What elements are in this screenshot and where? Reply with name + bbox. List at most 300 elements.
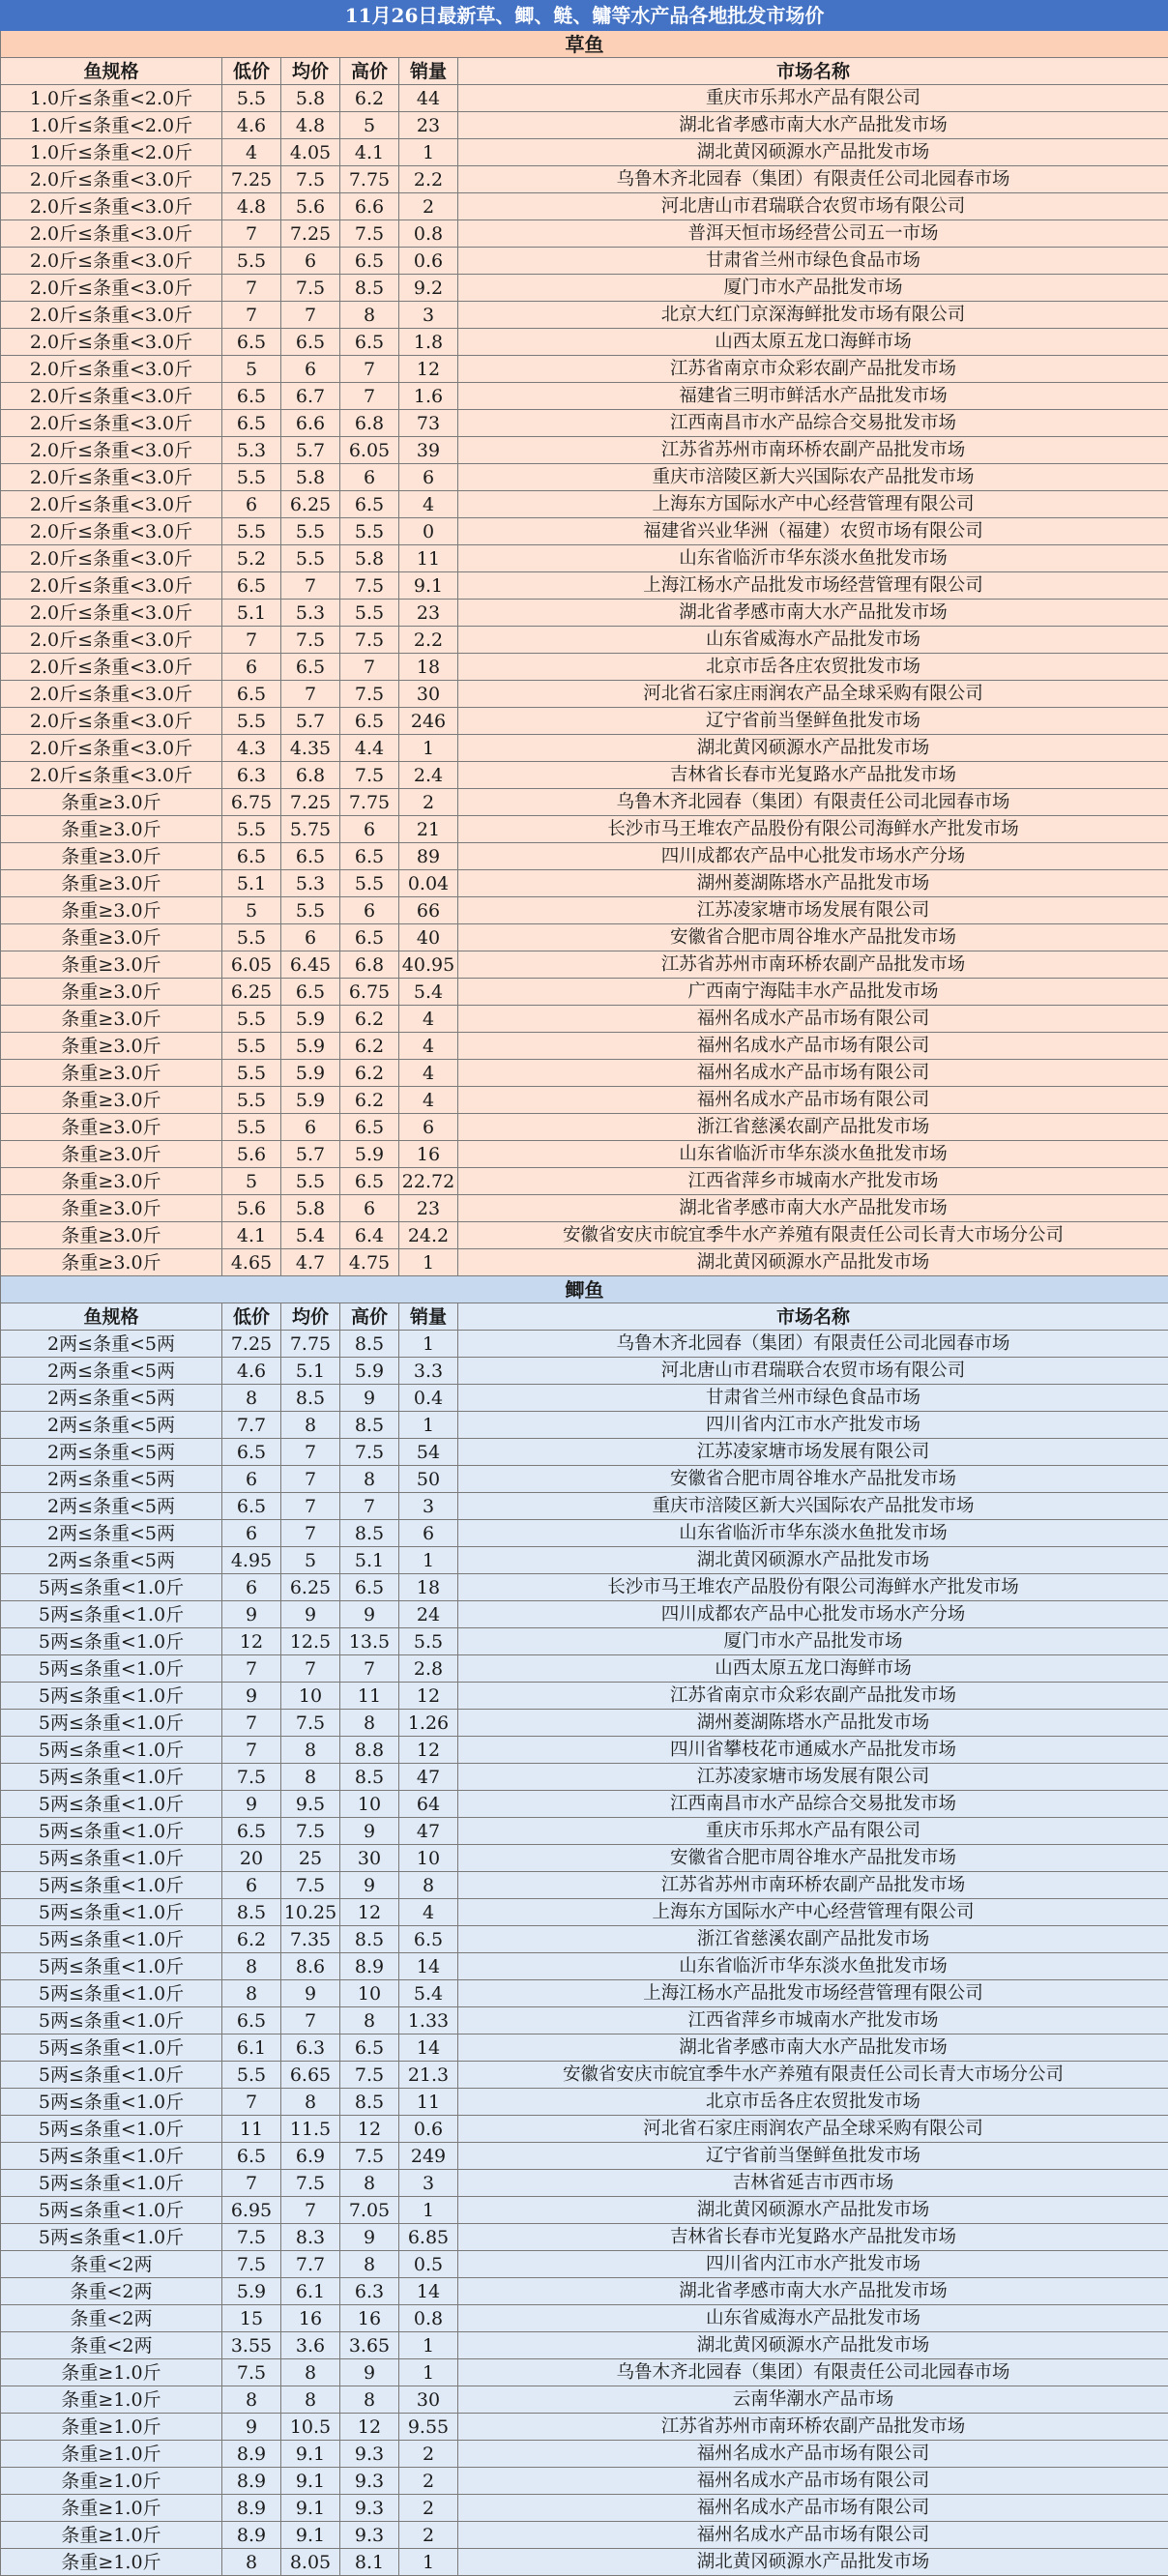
low-price-cell: 6	[222, 654, 281, 681]
low-price-cell: 4.8	[222, 193, 281, 220]
volume-cell: 2.2	[399, 627, 458, 654]
low-price-cell: 7	[222, 302, 281, 329]
market-name-cell: 湖北省孝感市南大水产品批发市场	[458, 1195, 1168, 1222]
market-name-cell: 湖北黄冈硕源水产品批发市场	[458, 139, 1168, 166]
volume-cell: 0.8	[399, 2305, 458, 2332]
market-name-cell: 湖北黄冈硕源水产品批发市场	[458, 2332, 1168, 2359]
fish-spec-cell: 2.0斤≤条重<3.0斤	[1, 383, 222, 410]
fish-spec-cell: 2.0斤≤条重<3.0斤	[1, 600, 222, 627]
fish-spec-cell: 5两≤条重<1.0斤	[1, 2170, 222, 2197]
fish-spec-cell: 2.0斤≤条重<3.0斤	[1, 410, 222, 437]
avg-price-cell: 5.7	[281, 1141, 340, 1168]
high-price-cell: 6.4	[340, 1222, 399, 1249]
low-price-cell: 5.5	[222, 708, 281, 735]
fish-spec-cell: 5两≤条重<1.0斤	[1, 1899, 222, 1926]
high-price-cell: 8.8	[340, 1737, 399, 1764]
market-name-cell: 山东省临沂市华东淡水鱼批发市场	[458, 1953, 1168, 1980]
high-price-cell: 7	[340, 356, 399, 383]
volume-cell: 23	[399, 600, 458, 627]
fish-spec-cell: 2.0斤≤条重<3.0斤	[1, 275, 222, 302]
avg-price-cell: 7.35	[281, 1926, 340, 1953]
market-name-cell: 上海东方国际水产中心经营管理有限公司	[458, 491, 1168, 518]
high-price-cell: 8.5	[340, 1520, 399, 1547]
fish-spec-cell: 5两≤条重<1.0斤	[1, 1655, 222, 1683]
low-price-cell: 6.5	[222, 329, 281, 356]
high-price-cell: 6.2	[340, 1060, 399, 1087]
market-name-cell: 普洱天恒市场经营公司五一市场	[458, 220, 1168, 248]
volume-cell: 23	[399, 1195, 458, 1222]
avg-price-cell: 7.5	[281, 1872, 340, 1899]
high-price-cell: 6	[340, 816, 399, 843]
low-price-cell: 4	[222, 139, 281, 166]
avg-price-cell: 4.35	[281, 735, 340, 762]
low-price-cell: 6.5	[222, 843, 281, 870]
volume-cell: 3	[399, 1493, 458, 1520]
avg-price-cell: 6.25	[281, 491, 340, 518]
table-row	[1, 1033, 1168, 1060]
low-price-cell: 4.65	[222, 1249, 281, 1276]
volume-cell: 1	[399, 2359, 458, 2386]
volume-cell: 47	[399, 1764, 458, 1791]
low-price-cell: 5.5	[222, 1033, 281, 1060]
high-price-cell: 9	[340, 1818, 399, 1845]
low-price-cell: 6.5	[222, 2143, 281, 2170]
avg-price-cell: 6.1	[281, 2278, 340, 2305]
fish-spec-cell: 2.0斤≤条重<3.0斤	[1, 193, 222, 220]
table-row	[1, 1222, 1168, 1249]
market-name-cell: 四川成都农产品中心批发市场水产分场	[458, 1601, 1168, 1628]
low-price-cell: 9	[222, 1683, 281, 1710]
avg-price-cell: 9.1	[281, 2495, 340, 2522]
low-price-cell: 8	[222, 1953, 281, 1980]
fish-spec-cell: 2两≤条重<5两	[1, 1439, 222, 1466]
avg-price-cell: 4.8	[281, 112, 340, 139]
avg-price-cell: 8	[281, 1764, 340, 1791]
market-name-cell: 江苏省苏州市南环桥农副产品批发市场	[458, 951, 1168, 979]
fish-spec-cell: 条重≥3.0斤	[1, 1141, 222, 1168]
avg-price-cell: 7	[281, 1493, 340, 1520]
table-row	[1, 1845, 1168, 1872]
low-price-cell: 5	[222, 897, 281, 924]
avg-price-cell: 7.75	[281, 1331, 340, 1358]
high-price-cell: 6.2	[340, 85, 399, 112]
avg-price-cell: 7	[281, 1466, 340, 1493]
low-price-cell: 5.5	[222, 2062, 281, 2089]
fish-spec-cell: 条重<2两	[1, 2332, 222, 2359]
column-header-avg: 均价	[281, 58, 340, 85]
fish-spec-cell: 2.0斤≤条重<3.0斤	[1, 572, 222, 600]
fish-spec-cell: 条重≥3.0斤	[1, 1195, 222, 1222]
high-price-cell: 9.3	[340, 2522, 399, 2549]
market-name-cell: 浙江省慈溪农副产品批发市场	[458, 1926, 1168, 1953]
avg-price-cell: 9	[281, 1980, 340, 2007]
volume-cell: 6.85	[399, 2224, 458, 2251]
low-price-cell: 15	[222, 2305, 281, 2332]
market-name-cell: 四川省内江市水产批发市场	[458, 2251, 1168, 2278]
table-row	[1, 1818, 1168, 1845]
low-price-cell: 4.1	[222, 1222, 281, 1249]
table-row	[1, 1331, 1168, 1358]
low-price-cell: 7.25	[222, 1331, 281, 1358]
high-price-cell: 8	[340, 1710, 399, 1737]
table-row	[1, 85, 1168, 112]
high-price-cell: 4.4	[340, 735, 399, 762]
fish-spec-cell: 5两≤条重<1.0斤	[1, 1628, 222, 1655]
market-name-cell: 重庆市乐邦水产品有限公司	[458, 1818, 1168, 1845]
high-price-cell: 6.2	[340, 1087, 399, 1114]
table-row	[1, 2305, 1168, 2332]
market-name-cell: 福州名成水产品市场有限公司	[458, 2468, 1168, 2495]
low-price-cell: 7	[222, 627, 281, 654]
high-price-cell: 6.5	[340, 924, 399, 951]
avg-price-cell: 8.05	[281, 2549, 340, 2576]
volume-cell: 21.3	[399, 2062, 458, 2089]
volume-cell: 0.8	[399, 220, 458, 248]
fish-spec-cell: 2.0斤≤条重<3.0斤	[1, 166, 222, 193]
low-price-cell: 7	[222, 2170, 281, 2197]
high-price-cell: 5.5	[340, 600, 399, 627]
avg-price-cell: 6	[281, 924, 340, 951]
volume-cell: 0	[399, 518, 458, 545]
table-row	[1, 2062, 1168, 2089]
market-name-cell: 山东省临沂市华东淡水鱼批发市场	[458, 1141, 1168, 1168]
column-header-low: 低价	[222, 58, 281, 85]
column-header-volume: 销量	[399, 58, 458, 85]
fish-spec-cell: 2两≤条重<5两	[1, 1466, 222, 1493]
high-price-cell: 4.75	[340, 1249, 399, 1276]
market-name-cell: 安徽省安庆市皖宜季牛水产养殖有限责任公司长青大市场分公司	[458, 2062, 1168, 2089]
low-price-cell: 6.05	[222, 951, 281, 979]
high-price-cell: 5.9	[340, 1141, 399, 1168]
high-price-cell: 7.5	[340, 2062, 399, 2089]
market-name-cell: 福建省兴业华洲（福建）农贸市场有限公司	[458, 518, 1168, 545]
table-row	[1, 1710, 1168, 1737]
avg-price-cell: 7.25	[281, 220, 340, 248]
fish-spec-cell: 条重≥3.0斤	[1, 897, 222, 924]
volume-cell: 249	[399, 2143, 458, 2170]
high-price-cell: 6.2	[340, 1006, 399, 1033]
market-name-cell: 湖北黄冈硕源水产品批发市场	[458, 735, 1168, 762]
high-price-cell: 9.3	[340, 2495, 399, 2522]
market-name-cell: 安徽省合肥市周谷堆水产品批发市场	[458, 924, 1168, 951]
avg-price-cell: 7.5	[281, 166, 340, 193]
high-price-cell: 8.5	[340, 1764, 399, 1791]
table-row	[1, 1249, 1168, 1276]
volume-cell: 3	[399, 302, 458, 329]
high-price-cell: 5.1	[340, 1547, 399, 1574]
high-price-cell: 6	[340, 464, 399, 491]
fish-spec-cell: 5两≤条重<1.0斤	[1, 1872, 222, 1899]
volume-cell: 1	[399, 1547, 458, 1574]
fish-spec-cell: 2.0斤≤条重<3.0斤	[1, 437, 222, 464]
low-price-cell: 8.5	[222, 1899, 281, 1926]
market-name-cell: 北京市岳各庄农贸批发市场	[458, 2089, 1168, 2116]
low-price-cell: 9	[222, 1601, 281, 1628]
table-row	[1, 2143, 1168, 2170]
volume-cell: 12	[399, 1683, 458, 1710]
fish-spec-cell: 2.0斤≤条重<3.0斤	[1, 545, 222, 572]
volume-cell: 14	[399, 1953, 458, 1980]
high-price-cell: 6.8	[340, 951, 399, 979]
volume-cell: 10	[399, 1845, 458, 1872]
volume-cell: 5.4	[399, 979, 458, 1006]
market-name-cell: 江苏省苏州市南环桥农副产品批发市场	[458, 437, 1168, 464]
avg-price-cell: 6	[281, 1114, 340, 1141]
high-price-cell: 6.5	[340, 1574, 399, 1601]
table-row	[1, 329, 1168, 356]
fish-spec-cell: 条重≥3.0斤	[1, 979, 222, 1006]
high-price-cell: 11	[340, 1683, 399, 1710]
table-row	[1, 248, 1168, 275]
avg-price-cell: 10.5	[281, 2414, 340, 2441]
volume-cell: 89	[399, 843, 458, 870]
avg-price-cell: 8.6	[281, 1953, 340, 1980]
column-header-row	[1, 1303, 1168, 1331]
market-name-cell: 河北省石家庄雨润农产品全球采购有限公司	[458, 681, 1168, 708]
fish-spec-cell: 条重≥1.0斤	[1, 2549, 222, 2576]
fish-spec-cell: 2.0斤≤条重<3.0斤	[1, 708, 222, 735]
volume-cell: 40	[399, 924, 458, 951]
market-name-cell: 湖北省孝感市南大水产品批发市场	[458, 2278, 1168, 2305]
high-price-cell: 6.5	[340, 2034, 399, 2062]
fish-spec-cell: 条重≥3.0斤	[1, 1114, 222, 1141]
avg-price-cell: 10	[281, 1683, 340, 1710]
fish-spec-cell: 5两≤条重<1.0斤	[1, 1953, 222, 1980]
table-row	[1, 2007, 1168, 2034]
fish-spec-cell: 条重≥3.0斤	[1, 924, 222, 951]
volume-cell: 246	[399, 708, 458, 735]
low-price-cell: 4.95	[222, 1547, 281, 1574]
high-price-cell: 8.5	[340, 1331, 399, 1358]
table-row	[1, 2034, 1168, 2062]
market-name-cell: 湖州菱湖陈塔水产品批发市场	[458, 870, 1168, 897]
fish-spec-cell: 2.0斤≤条重<3.0斤	[1, 762, 222, 789]
low-price-cell: 4.6	[222, 1358, 281, 1385]
market-name-cell: 福建省三明市鲜活水产品批发市场	[458, 383, 1168, 410]
volume-cell: 4	[399, 1087, 458, 1114]
title-row	[1, 1, 1168, 31]
avg-price-cell: 6.65	[281, 2062, 340, 2089]
avg-price-cell: 8.3	[281, 2224, 340, 2251]
high-price-cell: 7.5	[340, 572, 399, 600]
table-row	[1, 870, 1168, 897]
fish-spec-cell: 2.0斤≤条重<3.0斤	[1, 356, 222, 383]
volume-cell: 1	[399, 2332, 458, 2359]
fish-spec-cell: 5两≤条重<1.0斤	[1, 1980, 222, 2007]
avg-price-cell: 5.5	[281, 1168, 340, 1195]
market-name-cell: 辽宁省前当堡鲜鱼批发市场	[458, 2143, 1168, 2170]
low-price-cell: 6.5	[222, 383, 281, 410]
volume-cell: 1.6	[399, 383, 458, 410]
avg-price-cell: 25	[281, 1845, 340, 1872]
low-price-cell: 6	[222, 491, 281, 518]
avg-price-cell: 5.8	[281, 1195, 340, 1222]
low-price-cell: 6.75	[222, 789, 281, 816]
avg-price-cell: 7.5	[281, 275, 340, 302]
fish-spec-cell: 5两≤条重<1.0斤	[1, 1791, 222, 1818]
market-name-cell: 江苏省苏州市南环桥农副产品批发市场	[458, 1872, 1168, 1899]
volume-cell: 73	[399, 410, 458, 437]
volume-cell: 4	[399, 1060, 458, 1087]
table-row	[1, 951, 1168, 979]
high-price-cell: 6.5	[340, 248, 399, 275]
low-price-cell: 7.5	[222, 1764, 281, 1791]
market-name-cell: 厦门市水产品批发市场	[458, 1628, 1168, 1655]
table-row	[1, 1114, 1168, 1141]
low-price-cell: 5.5	[222, 924, 281, 951]
table-row	[1, 2386, 1168, 2414]
high-price-cell: 5.5	[340, 870, 399, 897]
volume-cell: 1	[399, 139, 458, 166]
avg-price-cell: 7	[281, 1520, 340, 1547]
table-row	[1, 627, 1168, 654]
fish-spec-cell: 5两≤条重<1.0斤	[1, 2062, 222, 2089]
high-price-cell: 6.5	[340, 491, 399, 518]
low-price-cell: 5.9	[222, 2278, 281, 2305]
volume-cell: 66	[399, 897, 458, 924]
avg-price-cell: 4.05	[281, 139, 340, 166]
table-row	[1, 2197, 1168, 2224]
market-name-cell: 福州名成水产品市场有限公司	[458, 2522, 1168, 2549]
volume-cell: 4	[399, 1899, 458, 1926]
market-name-cell: 吉林省延吉市西市场	[458, 2170, 1168, 2197]
table-row	[1, 410, 1168, 437]
fish-spec-cell: 2两≤条重<5两	[1, 1520, 222, 1547]
table-row	[1, 2251, 1168, 2278]
avg-price-cell: 6	[281, 356, 340, 383]
avg-price-cell: 7	[281, 572, 340, 600]
table-row	[1, 545, 1168, 572]
market-name-cell: 湖北黄冈硕源水产品批发市场	[458, 2197, 1168, 2224]
avg-price-cell: 5.6	[281, 193, 340, 220]
volume-cell: 14	[399, 2278, 458, 2305]
table-row	[1, 139, 1168, 166]
avg-price-cell: 5.9	[281, 1060, 340, 1087]
volume-cell: 0.4	[399, 1385, 458, 1412]
avg-price-cell: 9.1	[281, 2468, 340, 2495]
volume-cell: 14	[399, 2034, 458, 2062]
fish-spec-cell: 2两≤条重<5两	[1, 1547, 222, 1574]
table-row	[1, 2549, 1168, 2576]
avg-price-cell: 6.5	[281, 654, 340, 681]
fish-spec-cell: 5两≤条重<1.0斤	[1, 2224, 222, 2251]
low-price-cell: 7.25	[222, 166, 281, 193]
market-name-cell: 福州名成水产品市场有限公司	[458, 2441, 1168, 2468]
high-price-cell: 12	[340, 2414, 399, 2441]
market-name-cell: 云南华潮水产品市场	[458, 2386, 1168, 2414]
grass-carp-section	[1, 31, 1168, 1276]
table-row	[1, 275, 1168, 302]
volume-cell: 1	[399, 735, 458, 762]
section-header-row	[1, 31, 1168, 58]
high-price-cell: 7	[340, 1493, 399, 1520]
market-name-cell: 河北唐山市君瑞联合农贸市场有限公司	[458, 1358, 1168, 1385]
market-name-cell: 湖北黄冈硕源水产品批发市场	[458, 1547, 1168, 1574]
high-price-cell: 6.05	[340, 437, 399, 464]
volume-cell: 1	[399, 1331, 458, 1358]
high-price-cell: 7	[340, 654, 399, 681]
table-row	[1, 1872, 1168, 1899]
fish-spec-cell: 5两≤条重<1.0斤	[1, 2089, 222, 2116]
market-name-cell: 四川省内江市水产批发市场	[458, 1412, 1168, 1439]
high-price-cell: 6.75	[340, 979, 399, 1006]
market-name-cell: 吉林省长春市光复路水产品批发市场	[458, 762, 1168, 789]
low-price-cell: 5.2	[222, 545, 281, 572]
avg-price-cell: 6	[281, 248, 340, 275]
high-price-cell: 6.3	[340, 2278, 399, 2305]
high-price-cell: 8.5	[340, 2089, 399, 2116]
low-price-cell: 7	[222, 2089, 281, 2116]
low-price-cell: 9	[222, 1791, 281, 1818]
table-row	[1, 1195, 1168, 1222]
market-name-cell: 四川成都农产品中心批发市场水产分场	[458, 843, 1168, 870]
fish-spec-cell: 5两≤条重<1.0斤	[1, 2143, 222, 2170]
volume-cell: 18	[399, 654, 458, 681]
volume-cell: 30	[399, 681, 458, 708]
market-name-cell: 湖北省孝感市南大水产品批发市场	[458, 112, 1168, 139]
volume-cell: 1.33	[399, 2007, 458, 2034]
market-name-cell: 北京大红门京深海鲜批发市场有限公司	[458, 302, 1168, 329]
avg-price-cell: 6.9	[281, 2143, 340, 2170]
high-price-cell: 8.1	[340, 2549, 399, 2576]
table-row	[1, 1737, 1168, 1764]
volume-cell: 1.8	[399, 329, 458, 356]
table-row	[1, 112, 1168, 139]
high-price-cell: 6.5	[340, 708, 399, 735]
market-name-cell: 江西南昌市水产品综合交易批发市场	[458, 1791, 1168, 1818]
fish-spec-cell: 2.0斤≤条重<3.0斤	[1, 681, 222, 708]
avg-price-cell: 6.5	[281, 329, 340, 356]
market-name-cell: 山西太原五龙口海鲜市场	[458, 1655, 1168, 1683]
fish-spec-cell: 2两≤条重<5两	[1, 1385, 222, 1412]
market-name-cell: 上海江杨水产品批发市场经营管理有限公司	[458, 1980, 1168, 2007]
low-price-cell: 7	[222, 1710, 281, 1737]
fish-spec-cell: 5两≤条重<1.0斤	[1, 2007, 222, 2034]
low-price-cell: 5.5	[222, 1114, 281, 1141]
avg-price-cell: 8.5	[281, 1385, 340, 1412]
low-price-cell: 8.9	[222, 2441, 281, 2468]
low-price-cell: 6	[222, 1520, 281, 1547]
table-row	[1, 2359, 1168, 2386]
volume-cell: 2	[399, 2441, 458, 2468]
volume-cell: 2	[399, 193, 458, 220]
low-price-cell: 5.5	[222, 85, 281, 112]
market-name-cell: 河北唐山市君瑞联合农贸市场有限公司	[458, 193, 1168, 220]
low-price-cell: 7	[222, 275, 281, 302]
column-header-market: 市场名称	[458, 58, 1168, 85]
low-price-cell: 7.5	[222, 2251, 281, 2278]
low-price-cell: 7.5	[222, 2359, 281, 2386]
table-row	[1, 1980, 1168, 2007]
fish-spec-cell: 2.0斤≤条重<3.0斤	[1, 627, 222, 654]
market-name-cell: 湖北省孝感市南大水产品批发市场	[458, 2034, 1168, 2062]
high-price-cell: 13.5	[340, 1628, 399, 1655]
market-name-cell: 安徽省安庆市皖宜季牛水产养殖有限责任公司长青大市场分公司	[458, 1222, 1168, 1249]
low-price-cell: 7	[222, 1655, 281, 1683]
volume-cell: 0.5	[399, 2251, 458, 2278]
low-price-cell: 6.5	[222, 1493, 281, 1520]
fish-spec-cell: 条重≥3.0斤	[1, 870, 222, 897]
avg-price-cell: 12.5	[281, 1628, 340, 1655]
low-price-cell: 6.5	[222, 681, 281, 708]
market-name-cell: 浙江省慈溪农副产品批发市场	[458, 1114, 1168, 1141]
volume-cell: 39	[399, 437, 458, 464]
volume-cell: 12	[399, 1737, 458, 1764]
volume-cell: 44	[399, 85, 458, 112]
table-row	[1, 1520, 1168, 1547]
avg-price-cell: 7	[281, 1655, 340, 1683]
volume-cell: 2	[399, 2468, 458, 2495]
